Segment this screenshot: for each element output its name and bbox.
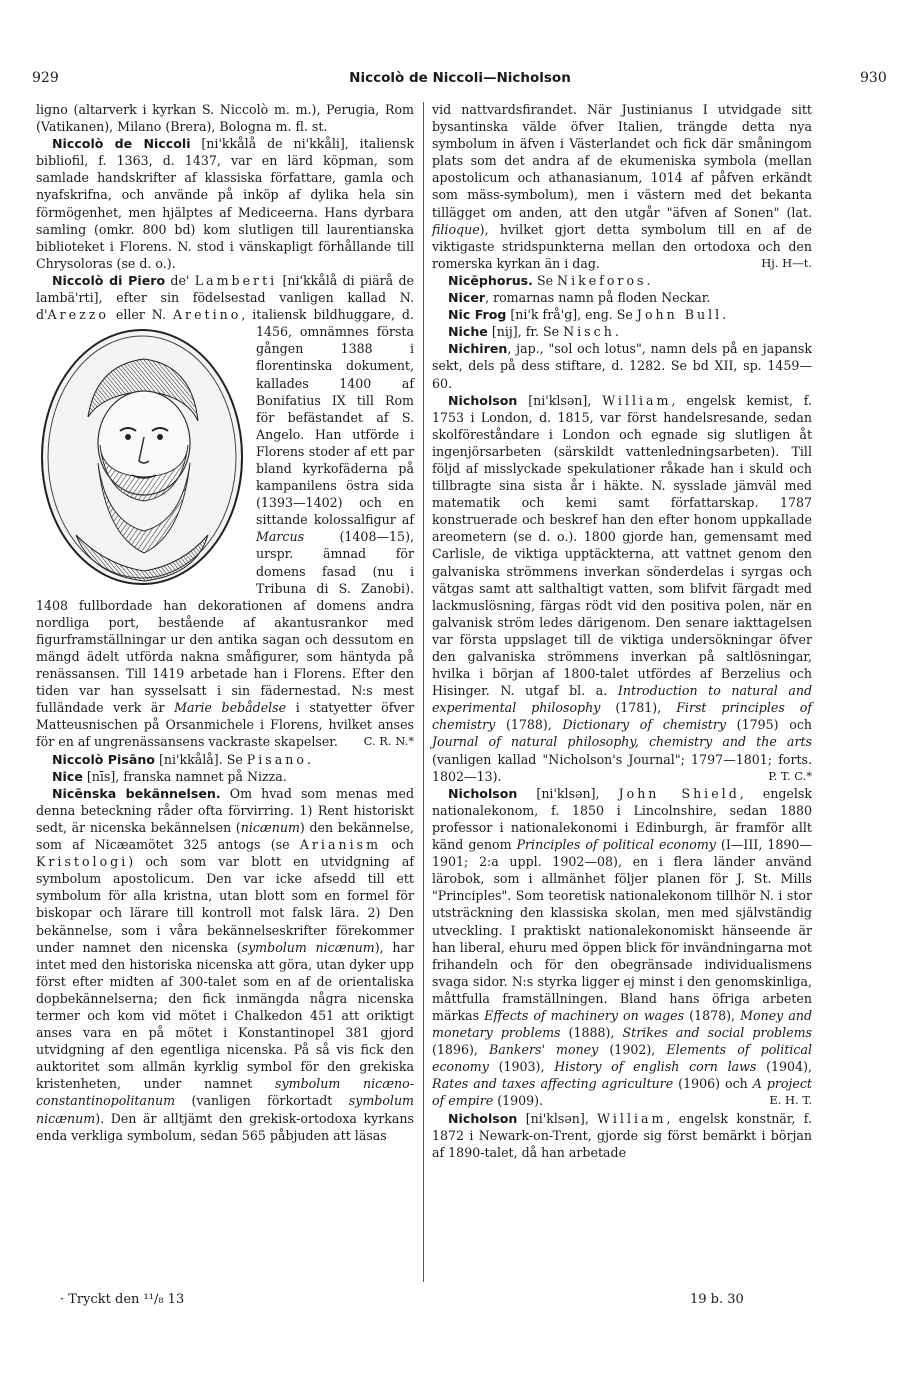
entry-nichiren [432,340,812,391]
entry-text: [ni'klsən], [517,1110,598,1126]
entry-text: (1896), [432,1042,490,1058]
entry-niccolo-pisano [36,751,414,768]
spaced-name: Lamberti [194,272,278,288]
right-column [432,101,812,1161]
headword: Nicholson [448,785,518,801]
entry-nicholson-william-chemist [432,392,812,785]
italic-title: Marie bebådelse [174,700,287,716]
print-date-note: · Tryckt den ¹¹/₈ 13 [60,1292,185,1307]
headword: Niccolò di Piero [52,272,166,288]
headword: Nicēphorus. [448,272,533,288]
entry-text: ) och som var blott en utvidgning af symbolum apostolicum. Den var icke afsedd till ett symbolum för alla kristna, utan blott som en formel för biskopar och lärare till kontroll mot falsk lära. 2) Den bekännelse, som i våra bekännelseskrifter förekommer under namnet den nicenska ( [36,854,414,955]
headword: Nice [52,768,83,784]
entry-text: ), har intet med den historiska nicenska att göra, utan dyker upp först efter midten af 300-talet som en af de orientaliska dopbekännelserna; den fick inmängda några nicenska termer och kom vid mötet i Chalkedon 451 att oriktigt anses vara en på mötet i Konstantinopel 381 gjord utvidgning af den egentliga nicenska. På så vis fick den auktoritet som allmän kyrklig symbol för den grekiska kristenheten, under namnet [36,939,414,1092]
entry-text: [ni'kkålå di piärå de lambä'rti], efter sin födelsestad vanligen kallad N. d' [36,272,414,323]
italic-title: Strikes and social problems [622,1025,812,1041]
signature-mark: 19 b. 30 [690,1292,744,1307]
entry-text: (1902), [598,1042,667,1058]
entry-niche [432,323,812,340]
spaced-name: William [602,392,672,408]
entry-text: (1888), [560,1025,623,1041]
author-signature: Hj. H—t. [761,255,812,270]
entry-text: . [614,324,619,340]
entry-text: (I—III, 1890—1901; 2:a uppl. 1902—08), en i flera länder använd lärobok, som i allmänhet följer planen för J. St. Mills "Principles". Som teoretisk nationalekonom tillhör N. i stor utsträckning den klassiska skolan, men med självständig utveckling. I praktiskt nationalekonomiskt hänseende är han liberal, ehuru med öppen blick för invändningarna mot frihandeln och för den obegränsade individualismens svaga sidor. N:s styrka ligger ej minst i den genomskinliga, måttfulla framställningen. Bland hans öfriga arbeten märkas [432,837,813,1023]
headword: Niccolò de Niccoli [52,136,191,152]
headword: Nic Frog [448,307,507,323]
entry-text: eller N. [108,307,173,323]
entry-text: . [722,307,727,323]
spaced-name: John Bull [636,307,723,323]
page-number-left: 929 [32,70,59,86]
italic-title: A project of empire [432,1076,812,1109]
headword: Nicer [448,290,486,306]
entry-text: (1878), [684,1007,741,1023]
italic-title: Rates and taxes affecting agriculture [432,1076,674,1092]
italic-term: symbolum nicænum [36,1093,414,1126]
entry-text: , italiensk bildhuggare, d. 1456, omnämnes första gången 1388 i florentinska dokument, kallades 1400 af Bonifatius IX till Rom för befästandet af S. Angelo. Han utförde i Florens stoder af ett par bland kyrkofäderna på kampanilens östra sida (1393—1402) och en sittande kolossalfigur af [241,307,414,528]
italic-title: First principles of chemistry [432,700,812,733]
entry-text: ) den bekännelse, som af Nicæamötet 325 antogs (se [36,819,414,853]
entry-nicholson-john-shield [432,785,812,1110]
italic-title: Principles of political economy [516,837,716,853]
author-signature: C. R. N.* [363,734,414,749]
entry-text: [ni'klsən], [517,392,603,408]
entry-text: ), hvilket gjort detta symbolum till en af de viktigaste stridspunkterna mellan den ortodoxa och den romerska kyrkan än i dag. [432,221,812,271]
author-signature: E. H. T. [769,1093,812,1108]
entry-text: (1906) och [673,1076,753,1092]
entry-text: [nīs], franska namnet på Nizza. [82,768,287,784]
spaced-name: Nikeforos [557,272,647,288]
entry-text: (1909). [493,1093,544,1109]
entry-text: [ni'klsən], [517,785,619,801]
spaced-name: Aretino [172,307,242,323]
entry-text: [nij], fr. Se [487,324,564,340]
entry-text: (1781), [600,700,677,716]
entry-niccolo-de-niccoli [36,135,414,272]
author-signature: P. T. C.* [768,768,812,783]
entry-text: och [381,837,415,853]
entry-text: vid nattvardsfirandet. När Justinianus I utvidgade sitt bysantinska välde öfver Italien, trängde detta nya symbolum in äfven i Västerlandet och fick där småningom plats som det andra af de ekumeniska symbola (mellan apostolicum och athanasianum, 1014 af påfven erkändt som mäss-symbolum), men i västern med det bekanta tillägget om anden, att den utgår "äfven af Sonen" (lat. [432,102,812,220]
entry-text: (1408—15), urspr. ämnad för domens fasad (nu i Tribuna di S. Zanobi). 1408 fullbordade han dekorationen af domens andra nordliga port, bestående af akantusrankor med figurframställningar ur den antika sagan och dessutom en mängd ädelt utförda nakna småfigurer, som häntyda på renässansen. Till 1419 arbetade han i Florens. Efter den tiden var han sysselsatt i sin fädernestad. N:s mest fulländade verk är [36,529,414,716]
entry-text: i statyetter öfver Matteusnischen på Orsanmichele i Florens, hvilket anses för en af ungrenässansens vackraste skapelser. [36,700,415,750]
entry-text: , engelsk kemist, f. 1753 i London, d. 1815, var först handelsresande, sedan skolföreståndare i London och egnade sig slutligen åt ingenjörsarbeten (särskildt vattenledningsarbeten). Till följd af misslyckade spekulationer råkade han i skuld och tillbragte sina sista år i häkte. N. sysslade jämväl med matematik och kemi samt författarskap. 1787 konstruerade och beskref han den efter honom uppkallade areometern (se d. o.). 1800 gjorde han, gemensamt med Carlisle, de viktiga upptäckterna, att vattnet genom den galvaniska strömmens inverkan sönderdelas i syrgas och vätgas samt att salthaltigt vatten, som blifvit färgadt med lackmuslösning, färgas rödt vid den positiva polen, när en galvanisk ström ledes därigenom. Den senare iakttagelsen var första uppslaget till de viktiga undersökningar öfver den galvaniska strömmens inverkan på saltlösningar, hvilka i början af 1800-talet utfördes af Berzelius och Hisinger. N. utgaf bl. a. [432,392,813,699]
spaced-name: Kristologi [36,854,129,870]
entry-text: (1795) och [725,717,812,733]
column-divider [423,102,424,1282]
italic-term: symbolum nicæno-constantinopolitanum [36,1076,414,1109]
entry-text: (1903), [488,1059,555,1075]
entry-nicer [432,289,812,306]
entry-text: . [306,751,311,767]
entry-nic-frog [432,306,812,323]
entry-text: . [646,272,651,288]
italic-term: nicænum [240,819,300,835]
entry-text: de' [165,272,195,288]
italic-term: symbolum nicænum [241,939,375,955]
entry-nicholson-william-artist [432,1110,812,1161]
entry-text: , engelsk nationalekonom, f. 1850 i Lincolnshire, sedan 1880 professor i nationalekonomi i Edinburgh, är framför allt känd genom [432,785,812,853]
italic-title: Elements of political economy [432,1042,813,1075]
italic-title: Dictionary of chemistry [562,717,726,733]
entry-text: , romarnas namn på floden Neckar. [485,290,711,306]
italic-title: Effects of machinery on wages [484,1007,685,1023]
entry-nice [36,768,414,785]
spaced-name: Pisano [246,751,307,767]
entry-text: (1788), [495,717,563,733]
spaced-name: Arezzo [47,307,109,323]
spaced-name: Nisch [563,324,615,340]
entry-text: ). Den är alltjämt den grekisk-ortodoxa kyrkans enda verkliga symbolum, sedan 565 påbjuden att läsas [36,1110,414,1143]
entry-text: [ni'kkålå de ni'kkåli], italiensk bibliofil, f. 1363, d. 1437, var en lärd köpman, som samlade handskrifter af klassiska författare, gamla och nyafskrifna, och använde på inköp af dylika hela sin förmögenhet, men hjälptes af Mediceerna. Hans dyrbara samling (omkr. 800 bd) kom slutligen till laurentianska biblioteket i Florens. N. stod i vänskapligt förhållande till Chrysoloras (se d. o.). [36,136,414,271]
italic-title: History of english corn laws [554,1059,757,1075]
italic-title: Bankers' money [489,1042,599,1058]
headword: Niche [448,324,488,340]
spaced-name: John Shield [618,785,740,801]
left-column [36,101,414,1144]
entry-text: (1904), [756,1059,812,1075]
page-number-right: 930 [860,70,887,86]
headword: Nicēnska bekännelsen. [52,785,221,801]
entry-nicephorus [432,272,812,289]
entry-niccolo-di-piero [36,272,414,751]
headword: Nichiren [448,341,508,357]
entry-text: Se [532,272,558,288]
spaced-name: Arianism [299,837,382,853]
italic-title: Introduction to natural and experimental philosophy [432,683,813,716]
entry-text: (vanligen förkortadt [175,1093,349,1109]
italic-title: Money and monetary problems [432,1007,813,1041]
italic-title: Marcus [256,529,305,545]
entry-continuation [432,101,812,272]
headword: Niccolò Pisāno [52,751,155,767]
entry-text: Om hvad som menas med denna beteckning råder ofta förvirring. 1) Rent historiskt sedt, är nicenska bekännelsen ( [36,785,415,835]
page-header [0,0,920,100]
running-title: Niccolò de Niccoli—Nicholson [349,70,571,86]
entry-nicenska-bekannelsen [36,785,414,1144]
entry-text: [ni'k frå'g], eng. Se [506,307,637,323]
entry-text: (vanligen kallad "Nicholson's Journal"; 1797—1801; forts. 1802—13). [432,751,812,784]
entry-text: , jap., "sol och lotus", namn dels på en japansk sekt, dels på dess stiftare, d. 1282. Se bd XII, sp. 1459—60. [432,341,812,391]
entry-text: , engelsk konstnär, f. 1872 i Newark-on-Trent, gjorde sig först bemärkt i början af 1890-talet, då han arbetade [432,1110,812,1160]
entry-continuation: ligno (altarverk i kyrkan S. Niccolò m. m.), Perugia, Rom (Vatikanen), Milano (Brera), Bologna m. fl. st. [36,102,414,135]
headword: Nicholson [448,392,518,408]
entry-text: [ni'kkålå]. Se [154,751,247,767]
portrait-engraving [36,325,248,590]
headword: Nicholson [448,1110,518,1126]
spaced-name: William [597,1110,667,1126]
italic-title: Journal of natural philosophy, chemistry and the arts [432,734,812,750]
italic-term: filioque [432,221,480,237]
